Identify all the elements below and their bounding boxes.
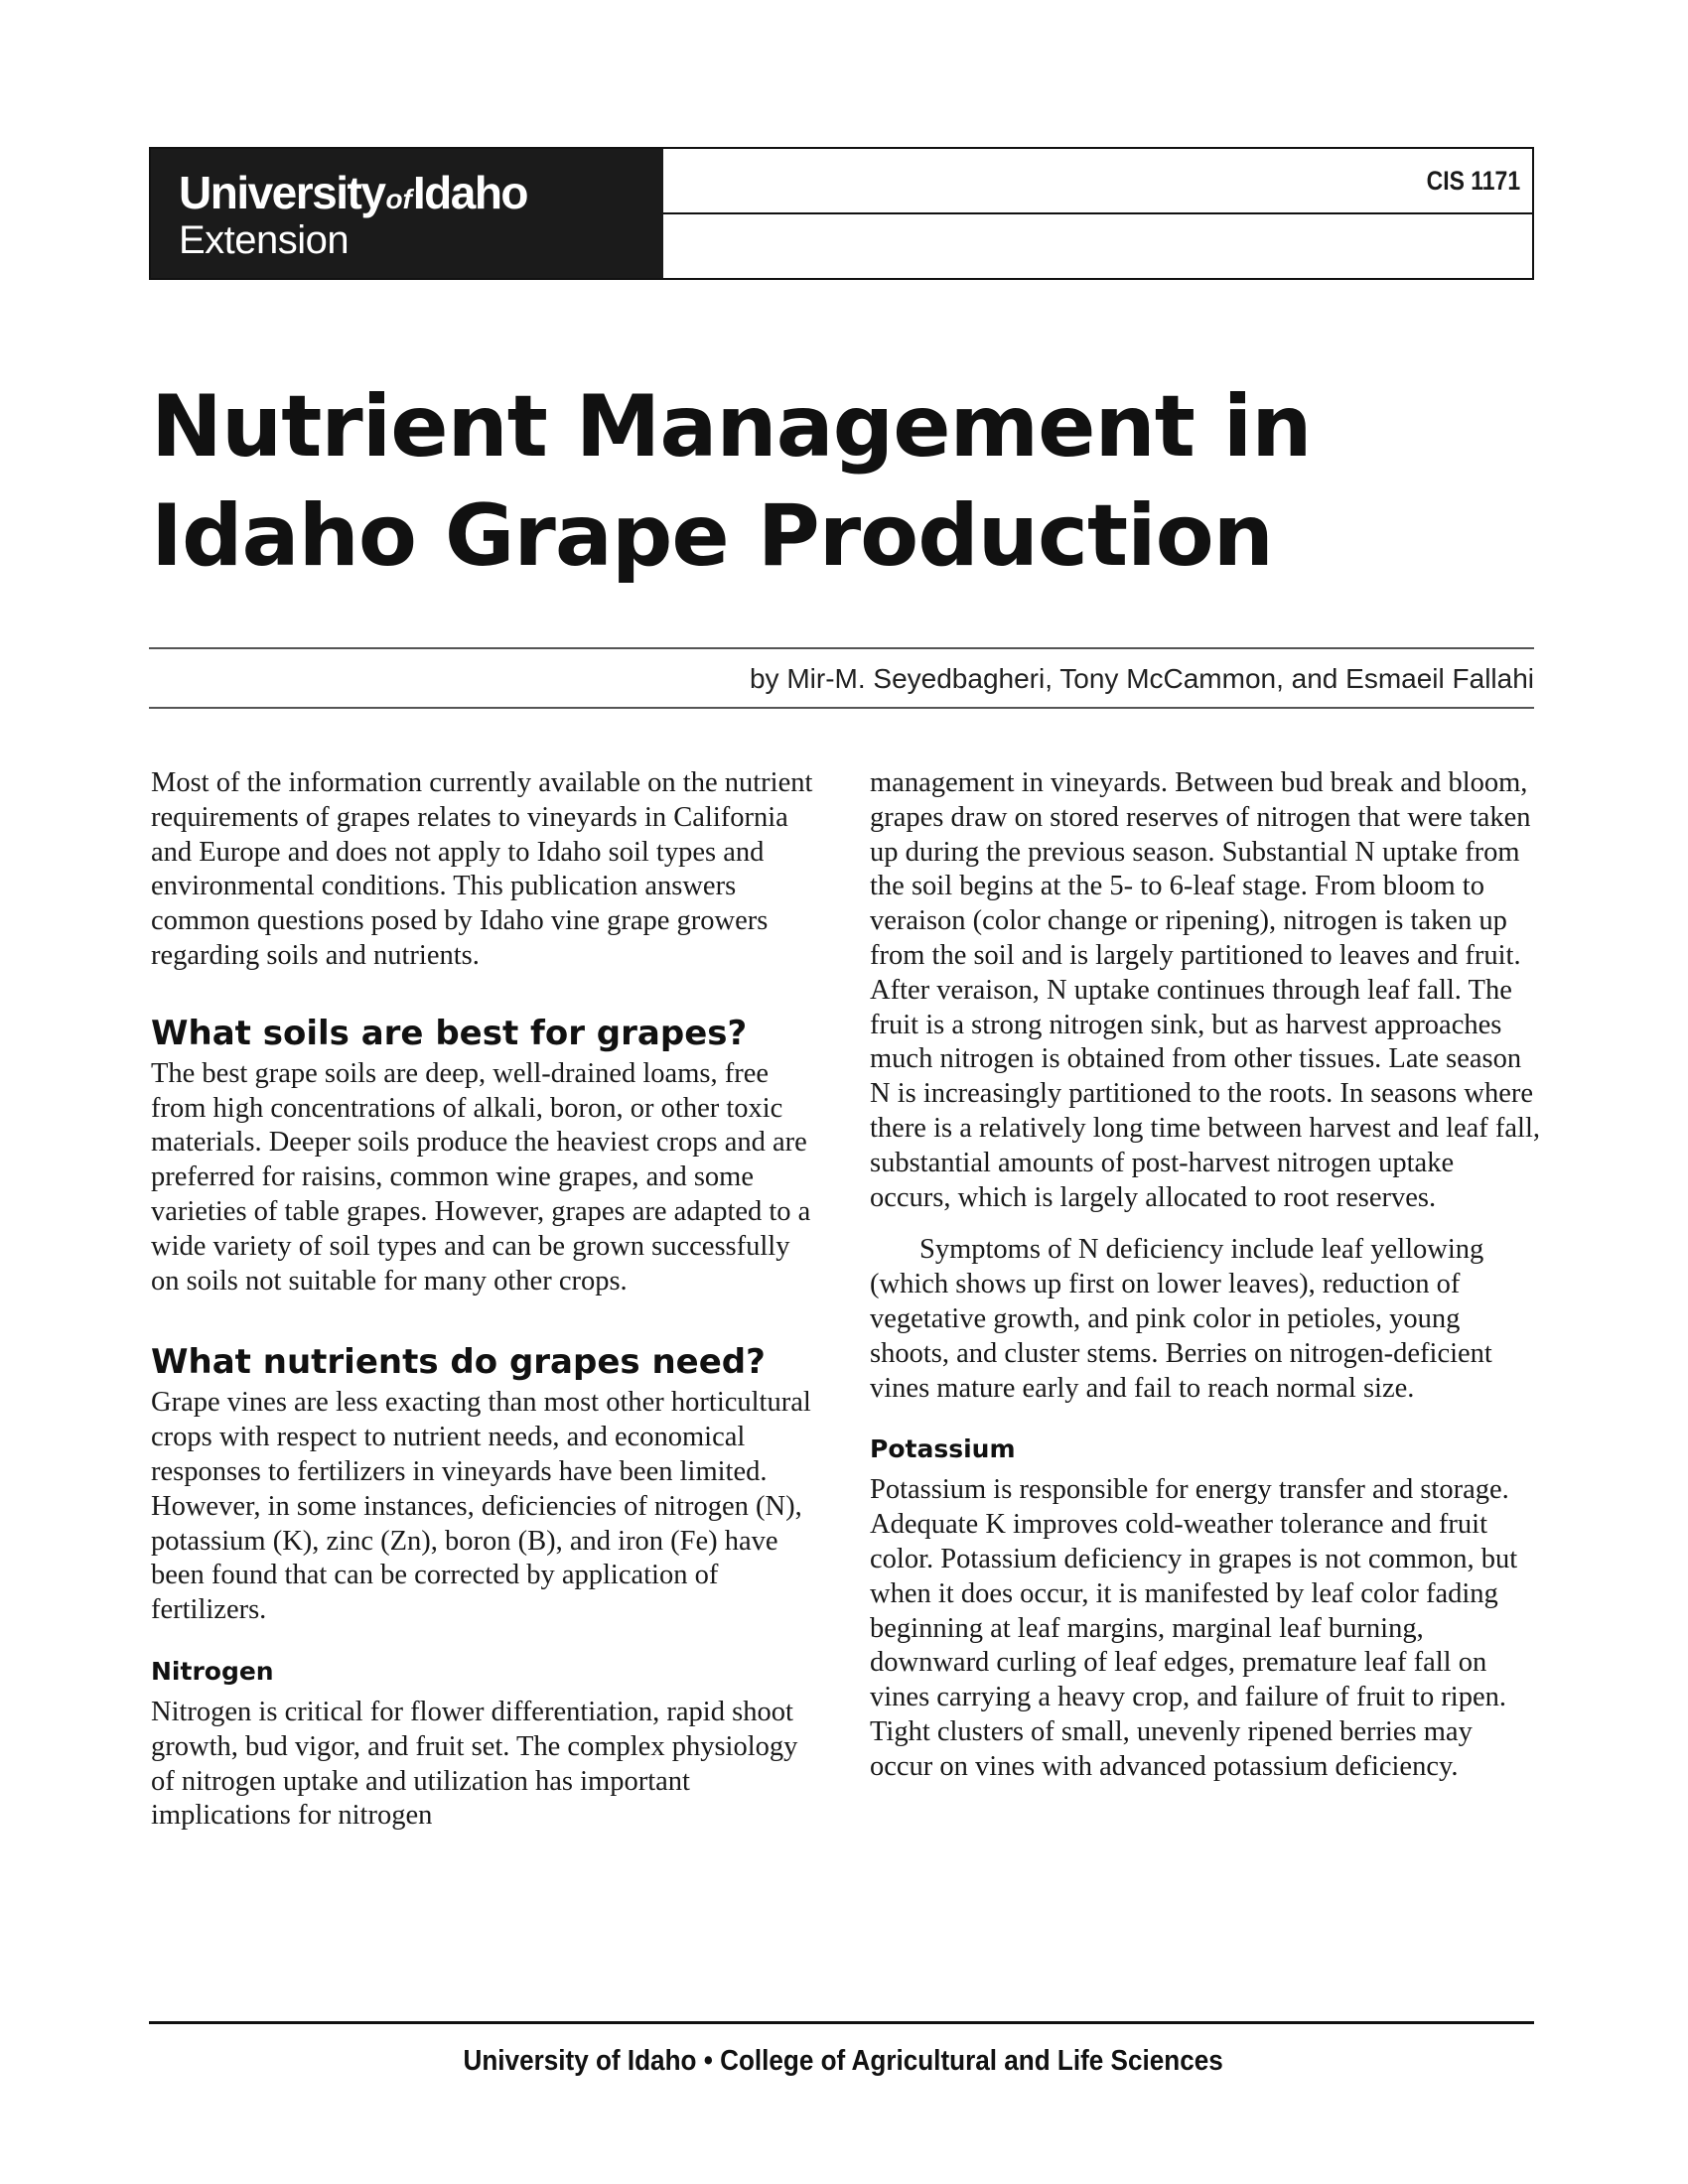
publication-number: CIS 1171 (1426, 165, 1520, 196)
title-line-1: Nutrient Management in (151, 377, 1312, 477)
logo-wordmark: UniversityofIdaho (179, 167, 528, 218)
heading-potassium: Potassium (870, 1434, 1016, 1464)
logo-extension: Extension (179, 218, 350, 262)
nutrients-paragraph: Grape vines are less exacting than most other horticultural crops with respect to nutrient needs, and economical responses to fertilizers in vineyards have been limited. However, in some instances, deficiencies of nitrogen (N), potassium (K), zinc (Zn), boron (B), and iron (Fe) have been found that can be corrected by application of fertilizers. (151, 1387, 811, 1626)
divider-bottom (149, 707, 1534, 709)
footer-divider (149, 2021, 1534, 2024)
soils-paragraph: The best grape soils are deep, well-drained loams, free from high concentrations of alkali, boron, or other toxic materials. Deeper soils produce the heaviest crops and are preferred for raisins, common wine grapes, and some varieties of table grapes. However, grapes are adapted to a wide variety of soil types and can be grown successfully on soils not suitable for many other crops. (151, 1057, 811, 1297)
nitrogen-continued-paragraph: management in vineyards. Between bud break and bloom, grapes draw on stored reserves of nitrogen that were taken up during the previous season. Substantial N uptake from the soil begins at the 5- to 6-leaf stage. From bloom to veraison (color change or ripening), nitrogen is taken up from the soil and is largely partitioned to leaves and fruit. After veraison, N uptake continues through leaf fall. The fruit is a strong nitrogen sink, but as harvest approaches much nitrogen is obtained from other tissues. Late season N is increasingly partitioned to the roots. In seasons where there is a relatively long time between harvest and leaf fall, substantial amounts of post-harvest nitrogen uptake occurs, which is largely allocated to root reserves. (870, 767, 1541, 1213)
footer-text: University of Idaho • College of Agricultural and Life Sciences (463, 2045, 1224, 2077)
right-column (870, 766, 1540, 1785)
nitrogen-paragraph: Nitrogen is critical for flower differentiation, rapid shoot growth, bud vigor, and fruit set. The complex physiology of nitrogen uptake and utilization has important implications for nitrogen (151, 1696, 798, 1832)
heading-nitrogen: Nitrogen (151, 1656, 274, 1686)
n-deficiency-paragraph: Symptoms of N deficiency include leaf yellowing (which shows up first on lower leaves), reduction of vegetative growth, and pink color in petioles, young shoots, and cluster stems. Berries on nitrogen-deficient vines mature early and fail to reach normal size. (870, 1234, 1492, 1404)
header-info-bottom (663, 214, 1532, 278)
heading-soils: What soils are best for grapes? (151, 1013, 748, 1053)
header-bar (149, 147, 1534, 280)
authors-line: by Mir-M. Seyedbagheri, Tony McCammon, and Esmaeil Fallahi (749, 663, 1534, 694)
footer (151, 2045, 1536, 2078)
left-column (151, 766, 821, 1834)
header-info (663, 149, 1532, 278)
title-line-2: Idaho Grape Production (151, 486, 1273, 586)
university-logo (151, 149, 663, 278)
divider-top (149, 647, 1534, 649)
heading-nutrients: What nutrients do grapes need? (151, 1342, 766, 1383)
document-title (151, 372, 1521, 591)
potassium-paragraph: Potassium is responsible for energy transfer and storage. Adequate K improves cold-weather tolerance and fruit color. Potassium deficiency in grapes is not common, but when it does occur, it is manifested by leaf color fading beginning at leaf margins, marginal leaf burning, downward curling of leaf edges, premature leaf fall on vines carrying a heavy crop, and failure of fruit to ripen. Tight clusters of small, unevenly ripened berries may occur on vines with advanced potassium deficiency. (870, 1474, 1518, 1782)
header-info-top (663, 149, 1532, 214)
intro-paragraph: Most of the information currently available on the nutrient requirements of grapes relates to vineyards in California and Europe and does not apply to Idaho soil types and environmental conditions. This publication answers common questions posed by Idaho vine grape growers regarding soils and nutrients. (151, 767, 813, 971)
